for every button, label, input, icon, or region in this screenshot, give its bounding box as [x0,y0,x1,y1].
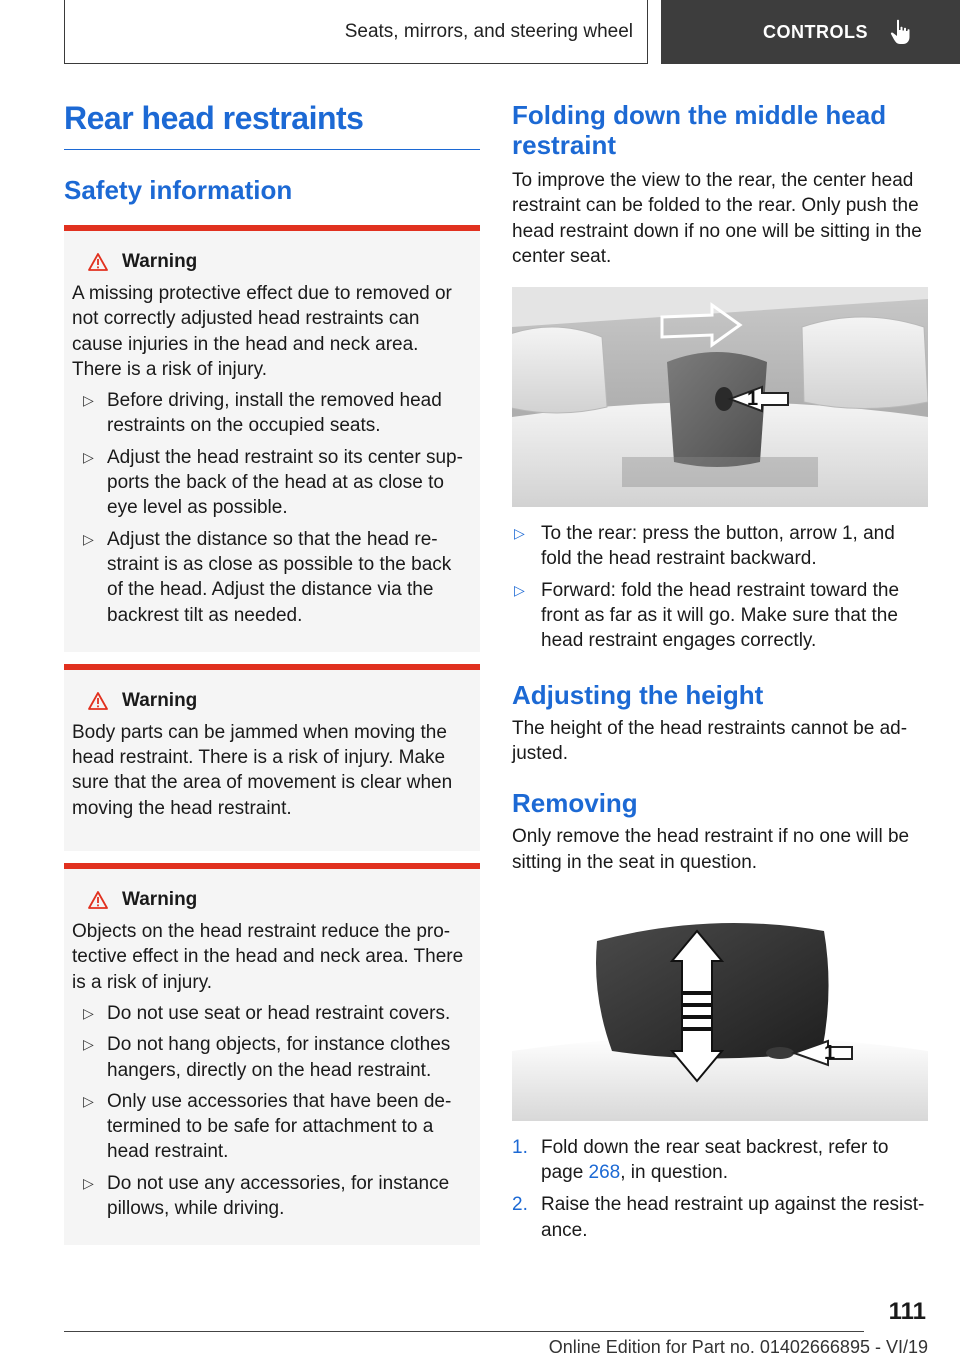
header-chapter-title: CONTROLS [763,21,868,42]
warning-text: Body parts can be jammed when moving the head restraint. There is a risk of injury. Make sure that the area of movement is clear when moving the head restraint. [72,721,453,819]
warning-header [72,889,472,911]
list-item: ▷ Adjust the head restraint so its center sup‐ports the back of the head at as close to eye level as possible. [83,446,463,519]
folding-text: To improve the view to the rear, the center head restraint can be folded to the rear. Only push the head restraint down if no one will be sitting in the center seat. [512,170,922,267]
section-title-safety: Safety information [64,175,293,205]
warning-text: Objects on the head restraint reduce the pro‐tective effect in the head and neck area. There is a risk of injury. [72,921,464,993]
warning-triangle-icon [88,253,108,271]
right-column [512,100,928,1250]
warning-list [72,1001,472,1221]
list-item: 1. Fold down the rear seat backrest, refer to page 268, in question. [512,1136,889,1184]
folding-list [512,521,928,653]
warning-text: A missing protective effect due to removed or not correctly adjusted head restraints can cause injuries in the head and neck area. There is a risk of injury. [72,283,452,380]
warning-label: Warning [122,251,198,272]
warning-triangle-icon [88,891,108,909]
triangle-bullet-icon: ▷ [83,1004,94,1021]
figure-center-head-restraint [512,287,928,507]
header-section [64,0,648,64]
warning-label: Warning [122,689,198,711]
step-number: 1. [512,1136,528,1158]
list-item: ▷ Forward: fold the head restraint toward the front as far as it will go. Make sure that the head restraint engages correctly. [514,579,900,652]
removing-steps [512,1135,928,1243]
warning-triangle-icon [88,692,108,710]
triangle-bullet-icon: ▷ [83,1036,94,1053]
figure-label-1: 1 [747,388,759,411]
section-title-folding: Folding down the middle head restraint [512,100,887,160]
triangle-bullet-icon: ▷ [514,525,525,542]
footer-divider [64,1331,864,1332]
rear-seats-illustration [512,287,928,507]
figure-label-1: 1 [824,1041,836,1064]
triangle-bullet-icon: ▷ [83,392,94,409]
warning-label: Warning [122,889,198,911]
section-title-height: Adjusting the height [512,679,764,710]
warning-header [72,251,472,273]
head-restraint-illustration [512,901,928,1121]
warning-box-2 [64,664,480,851]
triangle-bullet-icon: ▷ [83,1092,94,1109]
warning-header [72,690,472,712]
warning-box-3 [64,863,480,1245]
left-column [64,100,480,1245]
height-text: The height of the head restraints cannot be ad‐justed. [512,717,908,764]
triangle-bullet-icon: ▷ [514,581,525,598]
figure-head-restraint-removal [512,901,928,1121]
header-section-title: Seats, mirrors, and steering wheel [344,20,633,42]
list-item: ▷ Do not use seat or head restraint covers. [72,1001,472,1026]
list-item: ▷ Adjust the distance so that the head re‐straint is as close as possible to the back of the head. Adjust the distance via the backrest tilt as needed. [83,528,452,626]
list-item: ▷ To the rear: press the button, arrow 1, and fold the head restraint backward. [514,523,895,570]
removing-text: Only remove the head restraint if no one will be sitting in the seat in question. [512,826,910,873]
page-link-268[interactable]: 268 [588,1162,621,1184]
warning-box-1 [64,225,480,652]
warning-list [72,388,472,628]
section-title-removing: Removing [512,788,638,819]
list-item: ▷ Do not hang objects, for instance clothes hangers, directly on the head restraint. [83,1034,451,1081]
header-chapter [661,0,960,64]
list-item: 2. Raise the head restraint up against the resist‐ance. [512,1194,925,1241]
triangle-bullet-icon: ▷ [83,530,94,547]
list-item: ▷ Do not use any accessories, for instance pillows, while driving. [83,1172,450,1220]
triangle-bullet-icon: ▷ [83,1174,94,1191]
page-title: Rear head restraints [64,100,480,150]
list-item: ▷ Before driving, install the removed head restraints on the occupied seats. [83,390,442,437]
page-number: 111 [888,1298,926,1325]
hand-pointer-icon [890,19,912,45]
step-number: 2. [512,1194,528,1216]
triangle-bullet-icon: ▷ [83,448,94,465]
footer-edition: Online Edition for Part no. 01402666895 - VI/19 [548,1337,928,1357]
list-item: ▷ Only use accessories that have been de‐termined to be safe for attachment to a head restraint. [83,1090,452,1163]
